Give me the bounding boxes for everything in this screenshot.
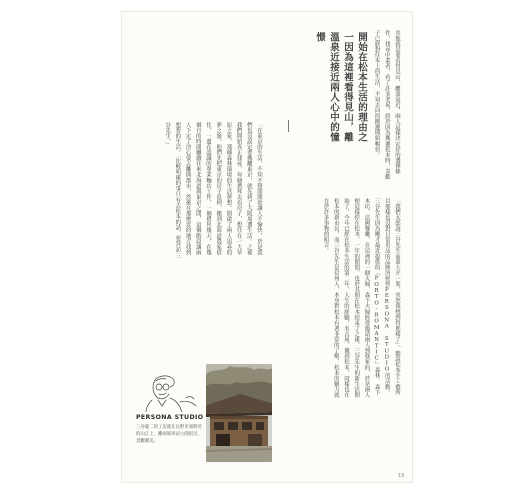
photo-caption: 三谷龍二的工房就在長野市郊附近的山丘上，離兩層車站公園很近，景觀優美。 (136, 425, 202, 444)
book-page (122, 12, 412, 482)
quote-rule (288, 120, 289, 132)
body-column-middle-right: 「我們太郎說三谷先生前輩大介一架，突然我想到得那樣了」。聽說松本手工藝所以那樣也沒對日常用品的品牌所經營PERSONA STUDIO的活動。三谷先生因為剛才最近提供的『PORTO-ROMANTIC』森林、森下木坊，法國餐廳，在這裡的一個夫婦，森下夫婦經常邀請兩人到我家的，於是兩人便這樣停在松本，一年的期間，也於其間在松本結束了之後，三谷先生的新生活開始了，今年已經在松本生活的第二年，人生的經驗，名古屋，據到松本，同樣也在松本的新市民，而三谷先生是信州人，本身對松本有著非常的了解，松本的魅力就在於許多事物的組合。 (322, 198, 400, 398)
body-column-top-right: 其他就是要看得見山、離溫泉近，兩人這樣決定好的選擇條件，找尋中業者，看了許多老屋，終於因為搬遷松本時，喜歡子已經對住本上的生活，不知去向的搬遷開始暢快。 (373, 30, 400, 180)
page-number: 19 (398, 473, 405, 479)
studio-label: PERSONA STUDIO (136, 414, 204, 421)
wooden-house-photo (206, 364, 272, 462)
body-column-middle-left: 「在東京的生活，不知不覺間開始讓人不愉快，於是我們也沒說定要搬離東京，就先到了大阪周遭生活。之後我們開始真正找尋，每個禮拜去看房子，想住在一大草原之家，那種森林環境的生活夢想。開啟了兩人追尋的夢之旅。他們先把東京的房子退掉，搬到北海道農家借住，一邊在認識的專業麵店工作，一個禮拜幾天，在幾個月的時間繼續往來北海道與東京之間，這個階段讓兩人下定了決心要去離開都市，然後在那麼近的地方找到想要的生活。「比較明確的事只有去松本的話，要拜訪三谷先生。」 (164, 122, 262, 259)
man-portrait-illustration (140, 372, 202, 412)
article-heading: 開始在松本生活的理由之一因為這裡看得見山，離溫泉近接近兩人心中的憧憬 (314, 32, 367, 142)
